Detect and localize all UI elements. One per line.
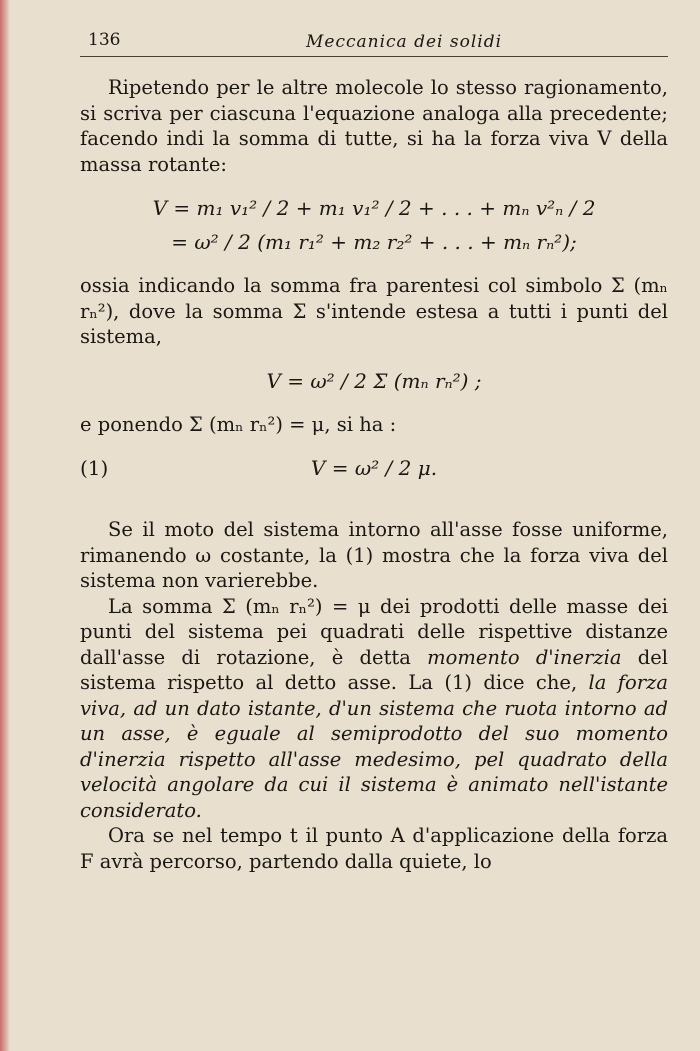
paragraph-6: Ora se nel tempo t il punto A d'applicazione della forza F avrà percorso, partendo dalla quiete, lo (80, 824, 668, 873)
paragraph-5-text-b: del sistema rispetto al detto asse. La (1) dice che, (80, 645, 669, 694)
page-body (80, 28, 668, 874)
paragraph-2: ossia indicando la somma fra parentesi col simbolo Σ (mₙ rₙ²), dove la somma Σ s'intende estesa a tutti i punti del sistema, (80, 274, 668, 348)
formula-sigma: V = ω² / 2 Σ (mₙ rₙ²) ; (266, 368, 482, 393)
page-number: 136 (88, 30, 121, 50)
paragraph-5-text-a: La somma Σ (mₙ rₙ²) = μ dei prodotti delle masse dei punti del sistema pei quadrati delle rispettive distanze dall'asse di rotazione, è detta (80, 594, 668, 669)
equation-label: (1) (80, 456, 109, 480)
paragraph-3: e ponendo Σ (mₙ rₙ²) = μ, si ha : (80, 412, 397, 436)
italic-statement: la forza viva, ad un dato istante, d'un sistema che ruota intorno ad un asse, è eguale al semiprodotto del suo momento d'inerzia rispetto all'asse medesimo, pel quadrato della velocità angolare da cui il sistema è animato nell'istante considerato. (80, 671, 668, 822)
paragraph-4: Se il moto del sistema intorno all'asse fosse uniforme, rimanendo ω costante, la (1) mostra che la forza viva del sistema non varierebbe. (80, 518, 668, 592)
equation-1 (80, 451, 668, 485)
book-spine-edge (0, 0, 10, 1051)
formula-kinetic-energy-sum (80, 191, 668, 259)
page-header (80, 28, 668, 57)
formula-line-1: V = m₁ v₁² / 2 + m₁ v₁² / 2 + . . . + mₙ v²ₙ / 2 (152, 196, 596, 220)
paragraph-1: Ripetendo per le altre molecole lo stesso ragionamento, si scriva per ciascuna l'equazione analoga alla precedente; facendo indi la somma di tutte, si ha la forza viva V della massa rotante: (80, 76, 668, 176)
equation-expression: V = ω² / 2 μ. (310, 456, 438, 480)
paragraph-5 (80, 594, 668, 824)
term-momento-inerzia: momento d'inerzia (427, 645, 622, 669)
formula-line-2: = ω² / 2 (m₁ r₁² + m₂ r₂² + . . . + mₙ rₙ²); (171, 230, 577, 254)
running-title: Meccanica dei solidi (305, 32, 503, 52)
